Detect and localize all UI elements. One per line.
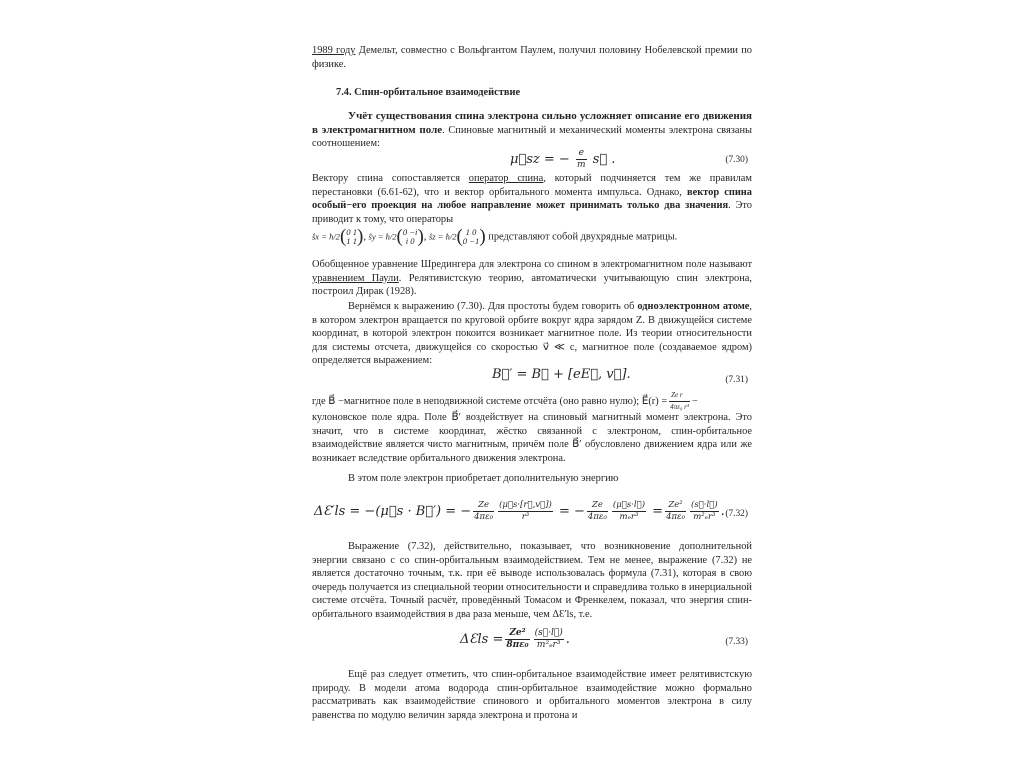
paragraph-text: Демельт, совместно с Вольфгантом Паулем, получил половину Нобелевской премии по физике. [312,45,753,70]
fraction-numerator: (μ⃗s·l⃗) [612,500,646,510]
equation-tail: s⃗ . [592,152,616,167]
paragraph-text: . Релятивистскую теорию, автоматически учитывающую спин электрона, построил Дирак (1928). [312,272,752,298]
equation-operator: = − [558,504,585,519]
paragraph-text: , в котором электрон вращается по круговой орбите вокруг ядра зарядом Z. В движущейся системе координат, в которой электрон покоится возникает магнитное поле. Из теории относительности для системы отсчета, движущейся со скоростью v⃗ ≪ c, магнитное поле (создаваемое ядром) определяется выражением: [312,301,753,367]
document-page [312,36,752,761]
paragraph-text: Вектору спина сопоставляется [312,173,469,184]
equation-7-30 [312,146,752,170]
bold-term: одноэлектронном атоме [637,301,750,312]
paragraph-text: , который подчиняется тем же правилам перестановки (6.61-62), что и вектор орбитального момента импульса. Однако, [312,173,752,198]
fraction-numerator: (s⃗·l⃗) [691,500,718,510]
fraction-denominator: m²ₑr³ [693,512,716,522]
equation-7-33 [312,626,752,660]
matrix-z: 1 0 0 −1 [462,227,480,246]
fraction-numerator: Ze [473,500,494,512]
fraction-denominator: 4πε₀ r³ [670,403,689,411]
paragraph-relativistic [312,668,752,722]
fraction-denominator: mₑr³ [619,512,639,522]
sx-label: ŝx = ħ/2 [312,231,340,242]
fraction-denominator: m [576,160,586,170]
fraction-denominator: 4πε₀ [474,512,494,522]
matrices-tail: представляют собой двухрядные матрицы. [488,231,678,243]
paragraph-thomas-frenkel [312,540,752,622]
fraction-numerator: Ze² [505,628,529,640]
fraction-denominator: m²ₑr³ [536,640,561,650]
equation-7-31 [312,368,752,388]
paragraph-pauli [312,258,752,299]
pauli-equation-link[interactable]: уравнением Паули [312,272,399,284]
paragraph-spin-operator [312,172,752,226]
fraction-numerator: (s⃗·l⃗) [534,628,563,638]
equation-body: B⃗′ = B⃗ + [eE⃗, v⃗]. [492,367,631,382]
fraction-denominator: 4πε₀ [587,512,607,522]
fraction-numerator: Ze² [665,500,686,512]
spin-operator-link[interactable]: оператор спина [468,173,544,184]
paragraph-text: . Спиновые магнитный и механический моменты электрона связаны соотношением: [312,124,752,150]
paragraph-text: В этом поле электрон приобретает дополнительную энергию [348,473,619,484]
paragraph-text: Вернёмся к выражению (7.30). Для простоты будем говорить об [348,301,638,312]
equation-lhs: μ⃗sz = − [510,152,570,167]
matrix-y: 0 −i i 0 [402,227,418,246]
equation-end: . [720,504,725,519]
paragraph-additional-energy [312,472,752,486]
equation-operator: = [652,504,664,519]
paragraph-text: − [691,395,698,407]
pauli-matrices: ŝx = ħ/2( 0 1 1 1 ), ŝy = ħ/2( 0 −i i 0 ), ŝz = ħ/2( 1 0 0 −1 ) представляют собой двухрядные матрицы. [312,226,678,248]
paragraph-text: Обобщенное уравнение Шредингера для электрона со спином в электромагнитном поле называют [312,259,752,270]
fraction-denominator: r³ [521,512,530,522]
paragraph-text: Ещё раз следует отметить, что спин-орбитальное взаимодействие имеет релятивистскую природу. В модели атома водорода спин-орбитальное взаимодействие можно формально рассматривать как взаимодействие спинового и орбитального моментов электрона в силу равенства по модулю величин заряда электрона и протона и [312,669,752,721]
paragraph-one-electron [312,300,752,368]
fraction-denominator: 8πε₀ [506,640,529,650]
paragraph-text: . Это приводит к тому, что операторы [312,200,752,225]
equation-number: (7.33) [725,637,748,647]
matrix-x: 0 1 1 1 [346,227,358,246]
equation-7-32 [312,496,752,532]
equation-lhs: ΔƐls = [460,632,504,647]
equation-end: . [565,632,570,647]
bold-lead: Учёт существования спина электрона сильно усложняет описание его движения в электромагнитном поле [312,110,752,136]
paragraph-text: где B⃗ −магнитное поле в неподвижной системе отсчёта (оно равно нулю); E⃗(r) = [312,395,668,407]
year-link[interactable]: 1989 году [312,45,356,56]
paragraph-text: кулоновское поле ядра. Поле B⃗′ воздействует на спиновый магнитный момент электрона. Это значит, что в системе координат, жёстко связанной с электроном, спин-орбитальное взаимодействие является чисто магнитным, причём поле B⃗′ обусловлено движением ядра или же возникает вследствие орбитального движения электрона. [312,412,752,464]
sy-label: ŝy = ħ/2 [368,231,397,242]
sz-label: ŝz = ħ/2 [428,231,457,242]
fraction-numerator: e [576,148,587,160]
paragraph-nobel [312,44,752,71]
fraction-numerator: Ze [587,500,608,512]
equation-lhs: ΔƐ′ls = −(μ⃗s · B⃗′) = − [314,504,472,519]
fraction-numerator: Ze r⃗ [669,390,690,402]
equation-number: (7.31) [725,375,748,385]
paragraph-text: Выражение (7.32), действительно, показывает, что возникновение дополнительной энергии связано с со спин-орбитальным взаимодействием. Тем не менее, выражение (7.32) не является достаточно точным, т.к. при её выводе использовалась формула (7.31), которая в свою очередь получается из специальной теории относительности и справедлива только в инерциальной системе отсчёта. Точный расчёт, проведённый Томасом и Френкелем, показал, что энергия спин-орбитального взаимодействия в два раза меньше, чем ΔƐ′ls, т.е. [312,541,752,620]
fraction-denominator: 4πε₀ [666,512,686,522]
paragraph-field [312,390,752,465]
equation-number: (7.30) [725,155,748,165]
fraction-numerator: (μ⃗s·[r⃗,v⃗]) [499,500,552,510]
bold-statement: вектор спина особый−его проекция на любое направление может принимать только два значения [312,186,752,212]
equation-number: (7.32) [725,509,748,519]
section-heading [336,86,776,100]
paragraph-spin-intro [312,110,752,151]
section-title: 7.4. Спин-орбитальное взаимодействие [336,87,521,98]
